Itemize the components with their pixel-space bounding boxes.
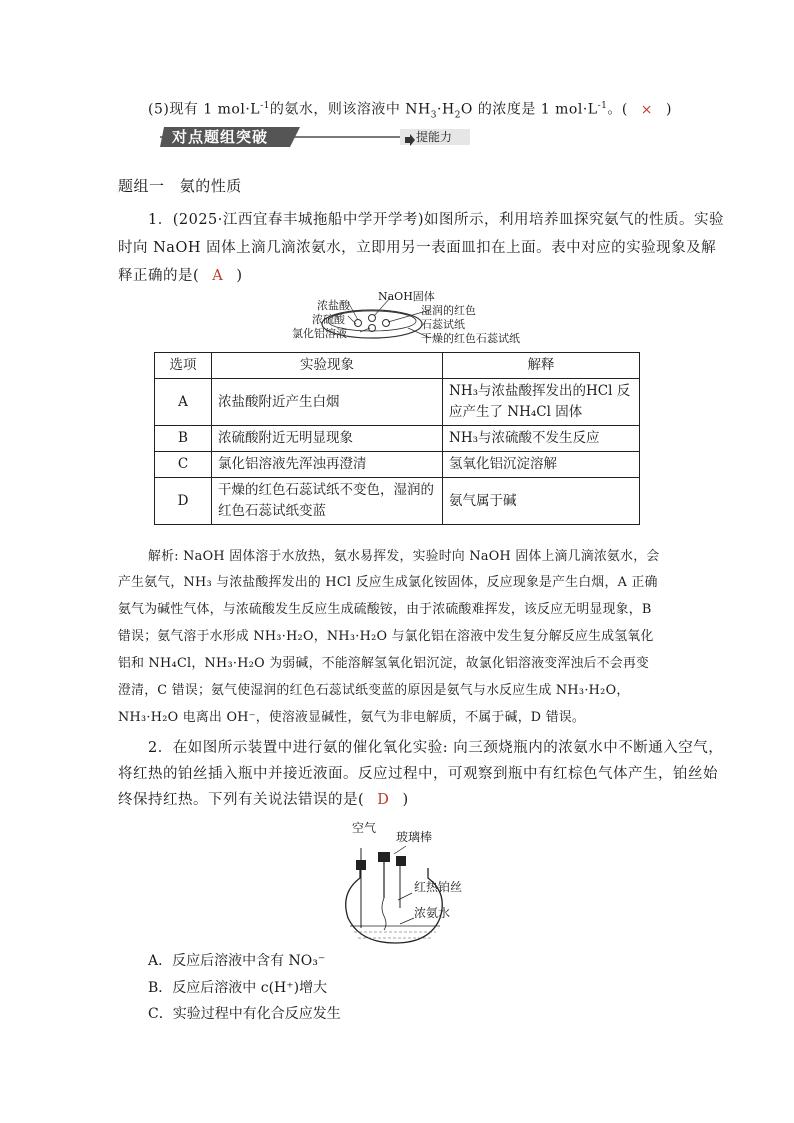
fig1-label: 干燥的红色石蕊试纸 (421, 332, 520, 345)
q5-answer: × (640, 101, 654, 118)
fig2-label: 红热铂丝 (414, 880, 463, 894)
table-cell-explain: NH₃与浓硫酸不发生反应 (443, 426, 640, 452)
explanation-line: 产生氨气，NH₃ 与浓盐酸挥发出的 HCl 反应生成氯化铵固体，反应现象是产生白烟，A 正确 (118, 575, 658, 590)
q1-answer: A (212, 268, 224, 284)
q5-sub: 3 (430, 110, 438, 121)
group-heading (118, 176, 242, 196)
fig1-label: 石蕊试纸 (421, 318, 465, 331)
q5-end: 。( (607, 101, 628, 118)
group-label: 题组一 (118, 177, 165, 195)
table-row (155, 452, 640, 478)
q2-line1: 2．在如图所示装置中进行氨的催化氧化实验: 向三颈烧瓶内的浓氨水中不断通入空气， (148, 740, 724, 756)
q5-close: ) (665, 101, 672, 118)
explanation-line: 铝和 NH₄Cl，NH₃·H₂O 为弱碱，不能溶解氢氧化铝沉淀，故氯化铝溶液变浑浊后不会再变 (118, 656, 650, 671)
table-cell-phenomenon: 浓硫酸附近无明显现象 (212, 426, 443, 452)
table-cell-phenomenon (212, 478, 443, 525)
q2-close: ) (402, 792, 409, 808)
table-cell-option: A (155, 379, 212, 426)
q1-line1: 1．(2025·江西宜春丰城拖船中学开学考)如图所示，利用培养皿探究氨气的性质。实验 (148, 212, 725, 228)
q2-line2: 将红热的铂丝插入瓶中并接近液面。反应过程中，可观察到瓶中有红棕色气体产生，铂丝始 (118, 766, 718, 782)
table-row (155, 478, 640, 525)
explanation-line: 解析: NaOH 固体溶于水放热，氨水易挥发，实验时向 NaOH 固体上滴几滴浓氨水，会 (148, 549, 660, 564)
banner-title: 对点题组突破 (172, 128, 269, 146)
table-header-row (155, 353, 640, 379)
q5-sup2: -1 (597, 101, 608, 111)
q5-sub2: 2 (454, 110, 461, 121)
table-cell-explain: 氢氧化铝沉淀溶解 (443, 452, 640, 478)
table-row (155, 426, 640, 452)
fig1-label: NaOH固体 (378, 290, 435, 303)
explanation-line: 澄清，C 错误；氨气使湿润的红色石蕊试纸变蓝的原因是氨气与水反应生成 NH₃·H₂O， (118, 683, 630, 698)
table-row (155, 379, 640, 426)
explain-line: NH₃与浓盐酸挥发出的HCl 反 (449, 383, 631, 399)
choice-c: C．实验过程中有化合反应发生 (148, 1006, 341, 1022)
table-cell-explain (443, 379, 640, 426)
q1-line3-text: 释正确的是( (118, 268, 200, 284)
q5-text-mid: 的氨水，则该溶液中 NH (269, 101, 431, 118)
fig2-label: 浓氨水 (414, 906, 451, 920)
choice-a: A．反应后溶液中含有 NO₃⁻ (148, 953, 326, 969)
q5-line (148, 96, 672, 125)
explain-line: 应产生了 NH₄Cl 固体 (449, 404, 583, 420)
table-cell-option: B (155, 426, 212, 452)
table-header: 解释 (443, 353, 640, 379)
explanation-line: NH₃·H₂O 电离出 OH⁻，使溶液显碱性，氨气为非电解质，不属于碱，D 错误。 (118, 710, 586, 725)
fig1-label: 浓盐酸 (317, 299, 350, 312)
options-table (154, 352, 640, 525)
q5-sup: -1 (260, 101, 270, 111)
table-cell-option: D (155, 478, 212, 525)
q2-line3-text: 终保持红热。下列有关说法错误的是( (118, 792, 365, 808)
banner-tag: 提能力 (416, 130, 453, 144)
q5-text: (5)现有 1 mol·L (148, 101, 261, 118)
fig1-label: 湿润的红色 (421, 304, 476, 317)
group-title: 氨的性质 (179, 177, 242, 195)
q5-dot: ·H (437, 101, 455, 118)
table-cell-explain: 氨气属于碱 (443, 478, 640, 525)
phenomenon-line: 干燥的红色石蕊试纸不变色，湿润的 (218, 482, 434, 498)
fig2-label: 空气 (352, 821, 377, 835)
table-header: 实验现象 (212, 353, 443, 379)
explanation-line: 错误；氨气溶于水形成 NH₃·H₂O，NH₃·H₂O 与氯化铝在溶液中发生复分解反应生成氢氧化 (118, 629, 654, 644)
arrow-icon (405, 131, 415, 143)
explanation-line: 氨气为碱性气体，与浓硫酸发生反应生成硫酸铵，由于浓硫酸难挥发，该反应无明显现象，B (118, 602, 652, 617)
phenomenon-line: 红色石蕊试纸变蓝 (218, 503, 326, 519)
q1-close: ) (236, 268, 243, 284)
table-cell-option: C (155, 452, 212, 478)
table-cell-phenomenon: 氯化铝溶液先浑浊再澄清 (212, 452, 443, 478)
table-cell-phenomenon: 浓盐酸附近产生白烟 (212, 379, 443, 426)
q1-line3 (118, 266, 243, 286)
q2-answer: D (377, 792, 390, 808)
choice-b: B．反应后溶液中 c(H⁺)增大 (148, 980, 328, 996)
fig1-label: 浓硫酸 (312, 313, 345, 326)
q2-line3 (118, 790, 409, 810)
fig2-label: 玻璃棒 (396, 830, 433, 844)
table-header: 选项 (155, 353, 212, 379)
q1-line2: 时向 NaOH 固体上滴几滴浓氨水，立即用另一表面皿扣在上面。表中对应的实验现象及解 (118, 240, 717, 256)
fig1-label: 氯化铝溶液 (292, 327, 347, 340)
q5-text-mid2: O 的浓度是 1 mol·L (460, 101, 598, 118)
